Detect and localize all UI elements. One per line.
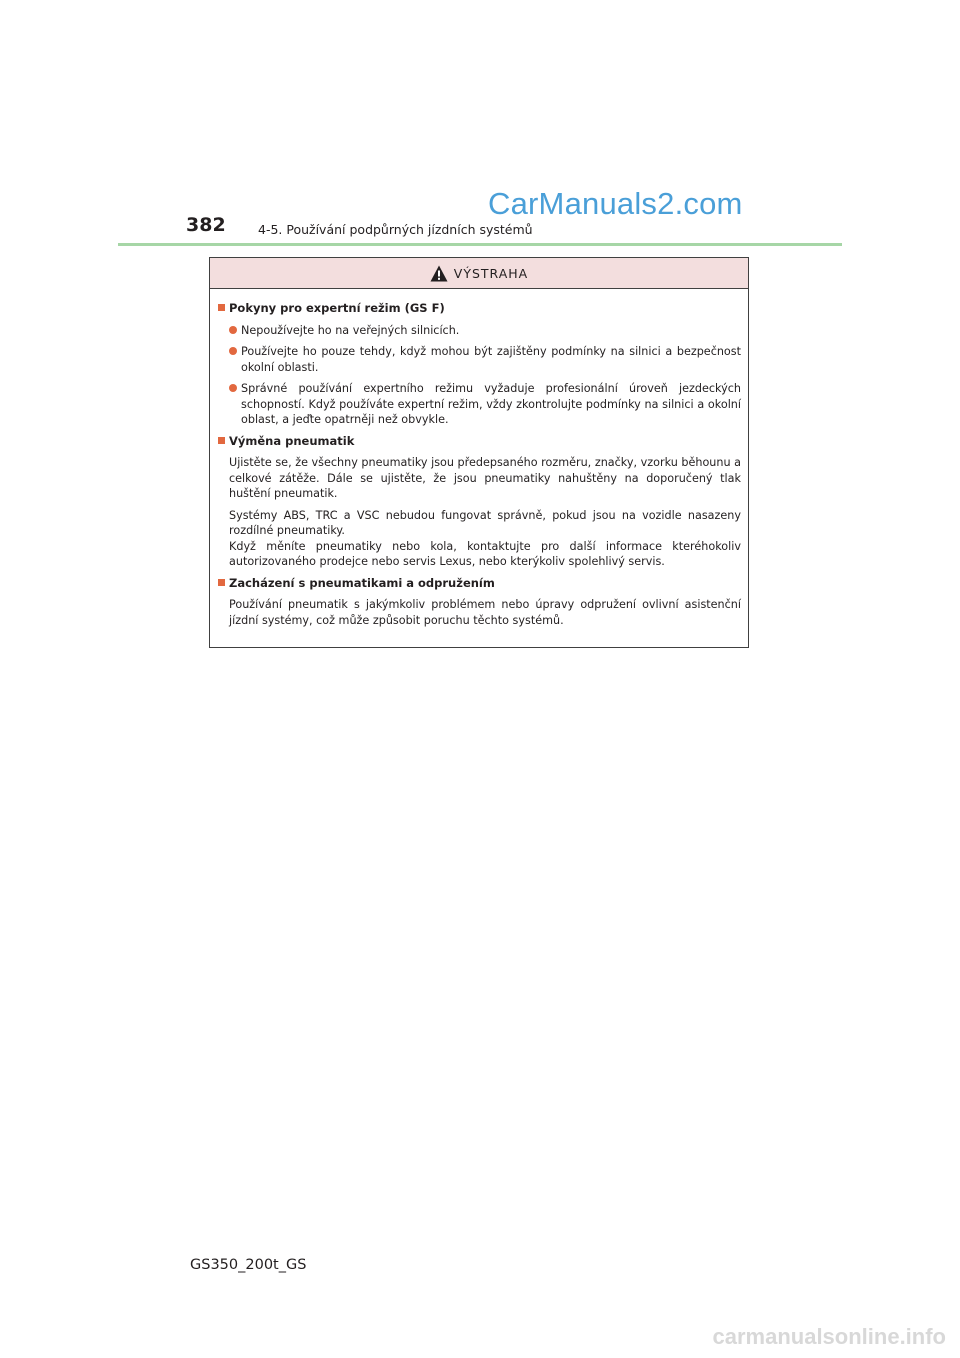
warning-body: [210, 289, 748, 634]
section-heading: Zacházení s pneumatikami a odpružením: [218, 576, 741, 592]
footer-model-code: GS350_200t_GS: [190, 1257, 307, 1273]
paragraph: Používání pneumatik s jakýmkoliv problémem nebo úpravy odpružení ovlivní asistenční jízdní systémy, což může způsobit poruchu těchto systémů.: [229, 598, 741, 627]
square-bullet-icon: [218, 579, 225, 586]
warning-header: [210, 258, 748, 289]
circle-bullet-icon: [229, 347, 237, 355]
section-expert-mode: [218, 301, 741, 428]
square-bullet-icon: [218, 437, 225, 444]
section-tires-suspension: [218, 576, 741, 629]
header-divider: [118, 243, 842, 246]
paragraph: Systémy ABS, TRC a VSC nebudou fungovat správně, pokud jsou na vozidle nasazeny rozdílné pneumatiky.: [229, 508, 741, 537]
paragraph: Ujistěte se, že všechny pneumatiky jsou předepsaného rozměru, značky, vzorku běhounu a celkové zátěže. Dále se ujistěte, že jsou pneumatiky nahuštěny na doporučený tlak huštění pneumatik.: [229, 456, 741, 500]
paragraph: Když měníte pneumatiky nebo kola, kontaktujte pro další informace kteréhokoliv autorizovaného prodejce nebo servis Lexus, nebo kterýkoliv spolehlivý servis.: [229, 539, 741, 568]
warning-box: [209, 257, 749, 648]
warning-title: VÝSTRAHA: [453, 265, 529, 281]
warning-triangle-icon: [430, 265, 448, 282]
section-heading: Výměna pneumatik: [218, 434, 741, 450]
list-item: Správné používání expertního režimu vyžaduje profesionální úroveň jezdeckých schopností. Když používáte expertní režim, vždy zkontrolujte podmínky na silnici a okolní oblast, a jeďte opatrněji než obvykle.: [218, 381, 741, 428]
circle-bullet-icon: [229, 384, 237, 392]
section-title: 4-5. Používání podpůrných jízdních systémů: [258, 222, 533, 237]
section-tire-replacement: [218, 434, 741, 570]
list-item: Používejte ho pouze tehdy, když mohou být zajištěny podmínky na silnici a bezpečnost okolní oblasti.: [218, 344, 741, 375]
square-bullet-icon: [218, 304, 225, 311]
section-heading: Pokyny pro expertní režim (GS F): [218, 301, 741, 317]
watermark-carmanuals2: CarManuals2.com: [488, 186, 743, 221]
list-item: Nepoužívejte ho na veřejných silnicích.: [218, 323, 741, 339]
circle-bullet-icon: [229, 326, 237, 334]
watermark-carmanualsonline: carmanualsonline.info: [712, 1324, 946, 1349]
page-number: 382: [186, 214, 226, 236]
